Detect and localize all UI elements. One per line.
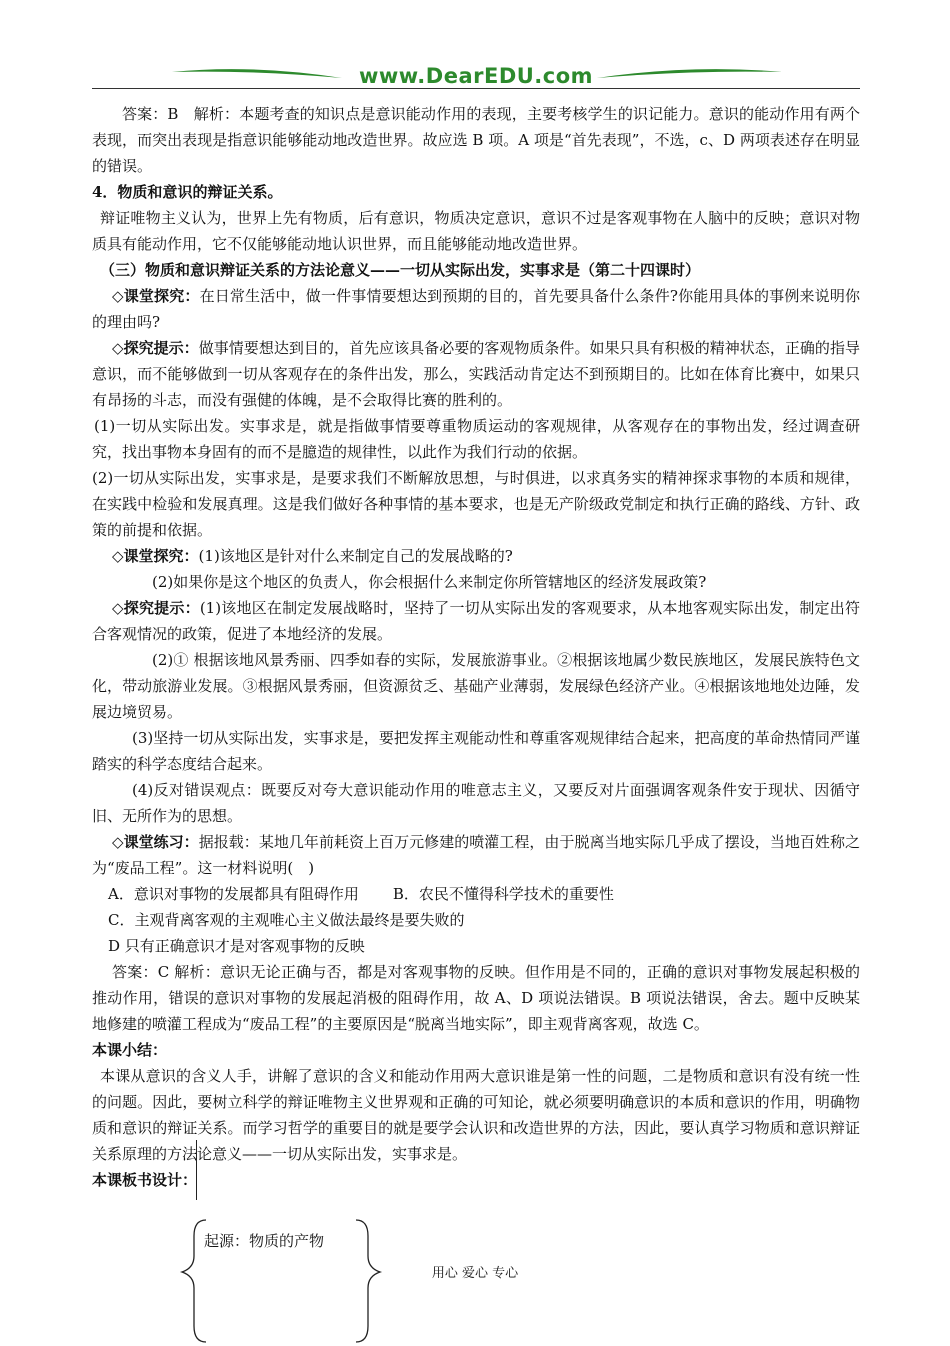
header-divider: [92, 88, 860, 89]
board-diagram: [176, 1216, 386, 1346]
option-a: A．意识对事物的发展都具有阻碍作用: [108, 885, 359, 903]
option-d: D 只有正确意识才是对客观事物的反映: [108, 937, 365, 955]
inquiry-2-part-2: (2)如果你是这个地区的负责人，你会根据什么来制定你所管辖地区的经济发展政策?: [152, 573, 707, 591]
hint-text: 做事情要想达到目的，首先应该具备必要的客观物质条件。如果只具有积极的精神状态，正确的指导意识，而不能够做到一切从客观存在的条件出发，那么，实践活动肯定达不到预期目的。比如在体育比赛中，如果只有昂扬的斗志，而没有强健的体魄，是不会取得比赛的胜利的。: [92, 339, 860, 409]
inquiry-2: [92, 543, 860, 569]
hint-label: ◇探究提示：: [112, 339, 199, 357]
hint-2-part-2: (2)① 根据该地风景秀丽、四季如春的实际，发展旅游事业。②根据该地属少数民族地区，发展民族特色文化，带动旅游业发展。③根据风景秀丽，但资源贫乏、基础产业薄弱，发展绿色经济产业。④根据该地地处边陲，发展边境贸易。: [92, 651, 860, 721]
point-2: (2)一切从实际出发，实事求是，是要求我们不断解放思想，与时俱进，以求真务实的精神探求事物的本质和规律，在实践中检验和发展真理。这是我们做好各种事情的基本要求，也是无产阶级政党制定和执行正确的路线、方针、政策的前提和依据。: [92, 469, 860, 539]
section-heading-4: 4．物质和意识的辩证关系。: [92, 183, 283, 201]
option-c: C．主观背离客观的主观唯心主义做法最终是要失败的: [108, 911, 465, 929]
page-footer: 用心 爱心 专心: [431, 1266, 519, 1281]
inquiry-label: ◇课堂探究：: [112, 547, 199, 565]
point-1: (1)一切从实际出发。实事求是，就是指做事情要尊重物质运动的客观规律，从客观存在的事物出发，经过调查研究，找出事物本身固有的而不是臆造的规律性，以此作为我们行动的依据。: [92, 417, 860, 461]
dialectic-paragraph: 辩证唯物主义认为，世界上先有物质，后有意识，物质决定意识，意识不过是客观事物在人脑中的反映；意识对物质具有能动作用，它不仅能够能动地认识世界，而且能够能动地改造世界。: [92, 209, 860, 253]
inquiry-label: ◇课堂探究：: [112, 287, 200, 305]
answer-paragraph-1: 答案：B 解析：本题考查的知识点是意识能动作用的表现，主要考核学生的识记能力。意识的能动作用有两个表现，而突出表现是指意识能够能动地改造世界。故应选 B 项。A 项是“首先表现”，不选，c、D 两项表述存在明显的错误。: [92, 105, 860, 175]
hint-2-part-3: (3)坚持一切从实际出发，实事求是，要把发挥主观能动性和尊重客观规律结合起来，把高度的革命热情同严谨踏实的科学态度结合起来。: [92, 729, 860, 773]
hint-text: (1)该地区在制定发展战略时，坚持了一切从实际出发的客观要求，从本地客观实际出发，制定出符合客观情况的政策，促进了本地经济的发展。: [92, 599, 860, 643]
site-name: www.DearEDU.com: [358, 64, 594, 88]
section-heading-3: （三）物质和意识辩证关系的方法论意义——一切从实际出发，实事求是（第二十四课时）: [100, 261, 701, 279]
board-connector-line: [196, 1140, 197, 1200]
hint-1: [92, 335, 860, 413]
exercise-label: ◇课堂练习：: [112, 833, 199, 851]
exercise-text: 据报载：某地几年前耗资上百万元修建的喷灌工程，由于脱离当地实际几乎成了摆设，当地百姓称之为“废品工程”。这一材料说明( ): [92, 833, 860, 877]
summary-title: 本课小结：: [92, 1041, 168, 1059]
option-b: B．农民不懂得科学技术的重要性: [392, 885, 614, 903]
hint-2: [92, 595, 860, 647]
exercise-options-ab: [92, 881, 860, 907]
inquiry-text: 在日常生活中，做一件事情要想达到预期的目的，首先要具备什么条件?你能用具体的事例来说明你的理由吗?: [92, 287, 861, 331]
inquiry-text: (1)该地区是针对什么来制定自己的发展战略的?: [198, 547, 513, 565]
board-item: 起源：物质的产物: [204, 1232, 325, 1250]
hint-2-part-4: (4)反对错误观点：既要反对夸大意识能动作用的唯意志主义，又要反对片面强调客观条件安于现状、因循守旧、无所作为的思想。: [92, 781, 860, 825]
exercise: [92, 829, 860, 881]
board-design-title: 本课板书设计：: [92, 1171, 198, 1189]
summary-paragraph: 本课从意识的含义人手，讲解了意识的含义和能动作用两大意识谁是第一性的问题，二是物质和意识有没有统一性的问题。因此，要树立科学的辩证唯物主义世界观和正确的可知论，就必须要明确意识的本质和意识的作用，明确物质和意识的辩证关系。而学习哲学的重要目的就是要学会认识和改造世界的方法，因此，要认真学习物质和意识辩证关系原理的方法论意义——一切从实际出发，实事求是。: [92, 1067, 860, 1163]
answer-paragraph-2: 答案：C 解析：意识无论正确与否，都是对客观事物的反映。但作用是不同的，正确的意识对事物发展起积极的推动作用，错误的意识对事物的发展起消极的阻碍作用，故 A、D 项说法错误。B 项说法错误，舍去。题中反映某地修建的喷灌工程成为“废品工程”的主要原因是“脱离当地实际”，即主观背离客观，故选 C。: [92, 963, 860, 1033]
hint-label: ◇探究提示：: [112, 599, 200, 617]
document-body: [92, 101, 860, 1193]
inquiry-1: [92, 283, 860, 335]
